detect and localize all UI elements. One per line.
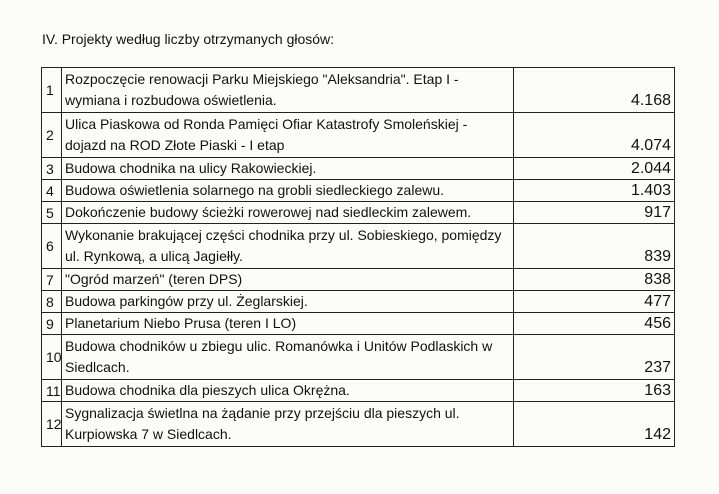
table-row bbox=[42, 113, 675, 158]
table-row bbox=[42, 380, 675, 402]
project-votes: 2.044 bbox=[514, 158, 675, 180]
table-row bbox=[42, 202, 675, 224]
project-title: Budowa parkingów przy ul. Żeglarskiej. bbox=[62, 291, 514, 313]
project-title: Budowa chodnika na ulicy Rakowieckiej. bbox=[62, 158, 514, 180]
project-number: 7 bbox=[42, 269, 62, 291]
table-row bbox=[42, 313, 675, 335]
project-number: 12 bbox=[42, 402, 62, 447]
project-title: "Ogród marzeń" (teren DPS) bbox=[62, 269, 514, 291]
project-title: Ulica Piaskowa od Ronda Pamięci Ofiar Katastrofy Smoleńskiej - dojazd na ROD Złote Piaski - I etap bbox=[62, 113, 514, 158]
project-votes: 917 bbox=[514, 202, 675, 224]
table-row bbox=[42, 291, 675, 313]
project-votes: 1.403 bbox=[514, 180, 675, 202]
project-number: 4 bbox=[42, 180, 62, 202]
project-title: Budowa chodników u zbiegu ulic. Romanówka i Unitów Podlaskich w Siedlcach. bbox=[62, 335, 514, 380]
project-votes: 477 bbox=[514, 291, 675, 313]
project-votes: 163 bbox=[514, 380, 675, 402]
project-number: 9 bbox=[42, 313, 62, 335]
project-number: 6 bbox=[42, 224, 62, 269]
table-row bbox=[42, 224, 675, 269]
project-title: Sygnalizacja świetlna na żądanie przy przejściu dla pieszych ul. Kurpiowska 7 w Siedlcach. bbox=[62, 402, 514, 447]
project-number: 11 bbox=[42, 380, 62, 402]
table-row bbox=[42, 402, 675, 447]
project-title: Rozpoczęcie renowacji Parku Miejskiego "Aleksandria". Etap I - wymiana i rozbudowa oświetlenia. bbox=[62, 68, 514, 113]
project-votes: 237 bbox=[514, 335, 675, 380]
table-row bbox=[42, 335, 675, 380]
project-number: 5 bbox=[42, 202, 62, 224]
project-votes: 838 bbox=[514, 269, 675, 291]
project-title: Dokończenie budowy ścieżki rowerowej nad siedleckim zalewem. bbox=[62, 202, 514, 224]
project-number: 10 bbox=[42, 335, 62, 380]
project-title: Planetarium Niebo Prusa (teren I LO) bbox=[62, 313, 514, 335]
table-row bbox=[42, 269, 675, 291]
project-title: Budowa chodnika dla pieszych ulica Okrężna. bbox=[62, 380, 514, 402]
table-row bbox=[42, 158, 675, 180]
project-votes: 142 bbox=[514, 402, 675, 447]
project-number: 2 bbox=[42, 113, 62, 158]
project-votes: 4.168 bbox=[514, 68, 675, 113]
project-number: 8 bbox=[42, 291, 62, 313]
table-row bbox=[42, 68, 675, 113]
project-votes: 839 bbox=[514, 224, 675, 269]
project-number: 1 bbox=[42, 68, 62, 113]
section-heading: IV. Projekty według liczby otrzymanych głosów: bbox=[42, 31, 335, 47]
project-votes: 4.074 bbox=[514, 113, 675, 158]
projects-votes-table bbox=[41, 67, 675, 447]
project-votes: 456 bbox=[514, 313, 675, 335]
project-title: Wykonanie brakującej części chodnika przy ul. Sobieskiego, pomiędzy ul. Rynkową, a ulicą Jagiełły. bbox=[62, 224, 514, 269]
table-row bbox=[42, 180, 675, 202]
project-title: Budowa oświetlenia solarnego na grobli siedleckiego zalewu. bbox=[62, 180, 514, 202]
project-number: 3 bbox=[42, 158, 62, 180]
